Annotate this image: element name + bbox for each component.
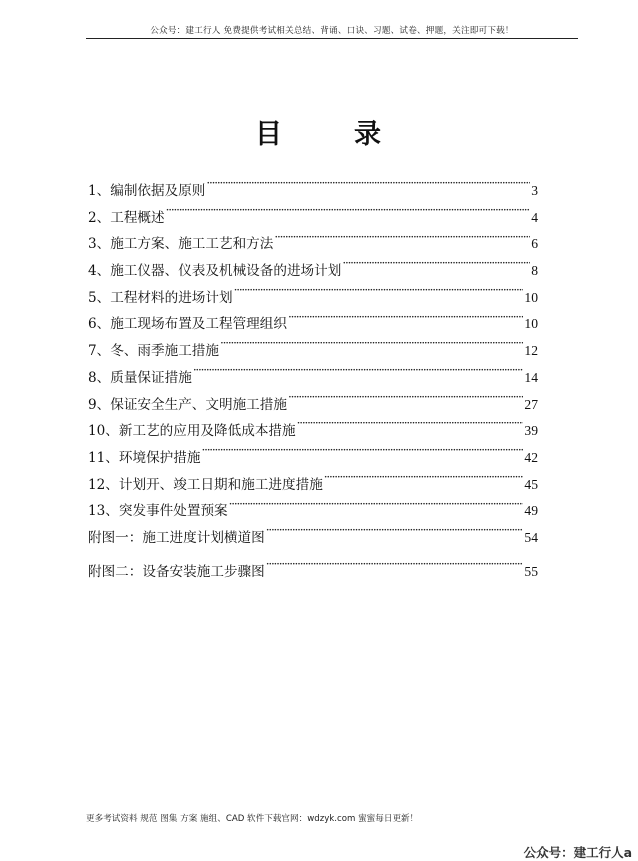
toc-entry-page: 39 [524, 423, 538, 439]
toc-entry-6[interactable] [88, 311, 538, 338]
toc-entry-appendix-2[interactable] [88, 559, 538, 586]
toc-entry-label: 5、工程材料的进场计划 [88, 289, 233, 306]
toc-entry-label: 12、计划开、竣工日期和施工进度措施 [88, 476, 323, 493]
toc-entry-page: 49 [524, 503, 538, 519]
toc-entry-label: 4、施工仪器、仪表及机械设备的进场计划 [88, 263, 342, 280]
toc-entry-page: 42 [524, 449, 538, 465]
toc-leader-dots [201, 448, 523, 462]
table-of-contents [88, 178, 538, 585]
toc-entry-page: 27 [524, 396, 538, 412]
toc-entry-label: 7、冬、雨季施工措施 [88, 343, 219, 360]
page-title [0, 112, 638, 151]
toc-entry-label: 附图一：施工进度计划横道图 [88, 529, 265, 546]
toc-leader-dots [324, 475, 524, 489]
toc-entry-label: 1、编制依据及原则 [88, 183, 206, 199]
toc-entry-page: 4 [531, 209, 538, 225]
toc-leader-dots [229, 502, 524, 516]
toc-entry-13[interactable] [88, 498, 538, 525]
watermark-text: 公众号：建工行人a [523, 845, 632, 860]
toc-entry-label: 3、施工方案、施工工艺和方法 [88, 236, 274, 253]
toc-entry-page: 55 [524, 563, 538, 579]
toc-entry-label: 2、工程概述 [88, 209, 165, 226]
toc-entry-label: 11、环境保护措施 [88, 449, 201, 466]
toc-entry-page: 14 [524, 369, 538, 385]
toc-leader-dots [166, 208, 531, 222]
toc-entry-page: 10 [524, 316, 538, 332]
toc-entry-9[interactable] [88, 392, 538, 419]
toc-entry-page: 10 [524, 289, 538, 305]
toc-entry-10[interactable] [88, 418, 538, 445]
toc-leader-dots [220, 342, 523, 356]
toc-entry-8[interactable] [88, 365, 538, 392]
toc-leader-dots [266, 562, 524, 576]
toc-leader-dots [206, 181, 530, 195]
toc-leader-dots [234, 288, 524, 302]
toc-entry-page: 8 [531, 263, 538, 279]
toc-entry-page: 6 [531, 236, 538, 252]
page-header-text: 公众号：建工行人 免费提供考试相关总结、背诵、口诀、习题、试卷、押题，关注即可下载！ [150, 26, 514, 36]
toc-entry-page: 12 [524, 343, 538, 359]
toc-leader-dots [266, 528, 524, 542]
toc-entry-11[interactable] [88, 445, 538, 472]
toc-entry-label: 8、质量保证措施 [88, 369, 192, 386]
toc-entry-2[interactable] [88, 205, 538, 232]
toc-entry-label: 13、突发事件处置预案 [88, 503, 228, 520]
toc-entry-page: 45 [524, 476, 538, 492]
toc-entry-label: 6、施工现场布置及工程管理组织 [88, 316, 287, 333]
toc-entry-label: 附图二：设备安装施工步骤图 [88, 563, 265, 580]
toc-entry-12[interactable] [88, 472, 538, 499]
toc-leader-dots [288, 315, 523, 329]
toc-entry-7[interactable] [88, 338, 538, 365]
title-char-2: 录 [354, 119, 383, 150]
header-divider [86, 38, 578, 39]
toc-entry-appendix-1[interactable] [88, 525, 538, 552]
toc-leader-dots [193, 368, 524, 382]
toc-entry-page: 54 [524, 529, 538, 545]
toc-leader-dots [342, 261, 530, 275]
page-footer-text: 更多考试资料 规范 图集 方案 施组、CAD 软件下载官网：wdzyk.com 蜜蜜每日更新！ [86, 814, 419, 824]
toc-entry-3[interactable] [88, 231, 538, 258]
toc-entry-1[interactable] [88, 178, 538, 205]
toc-entry-label: 9、保证安全生产、文明施工措施 [88, 396, 287, 413]
title-char-1: 目 [255, 119, 284, 150]
toc-entry-5[interactable] [88, 285, 538, 312]
toc-leader-dots [297, 422, 524, 436]
toc-entry-page: 3 [531, 183, 538, 198]
toc-entry-label: 10、新工艺的应用及降低成本措施 [88, 423, 296, 440]
toc-leader-dots [274, 235, 530, 249]
toc-leader-dots [288, 395, 523, 409]
toc-entry-4[interactable] [88, 258, 538, 285]
